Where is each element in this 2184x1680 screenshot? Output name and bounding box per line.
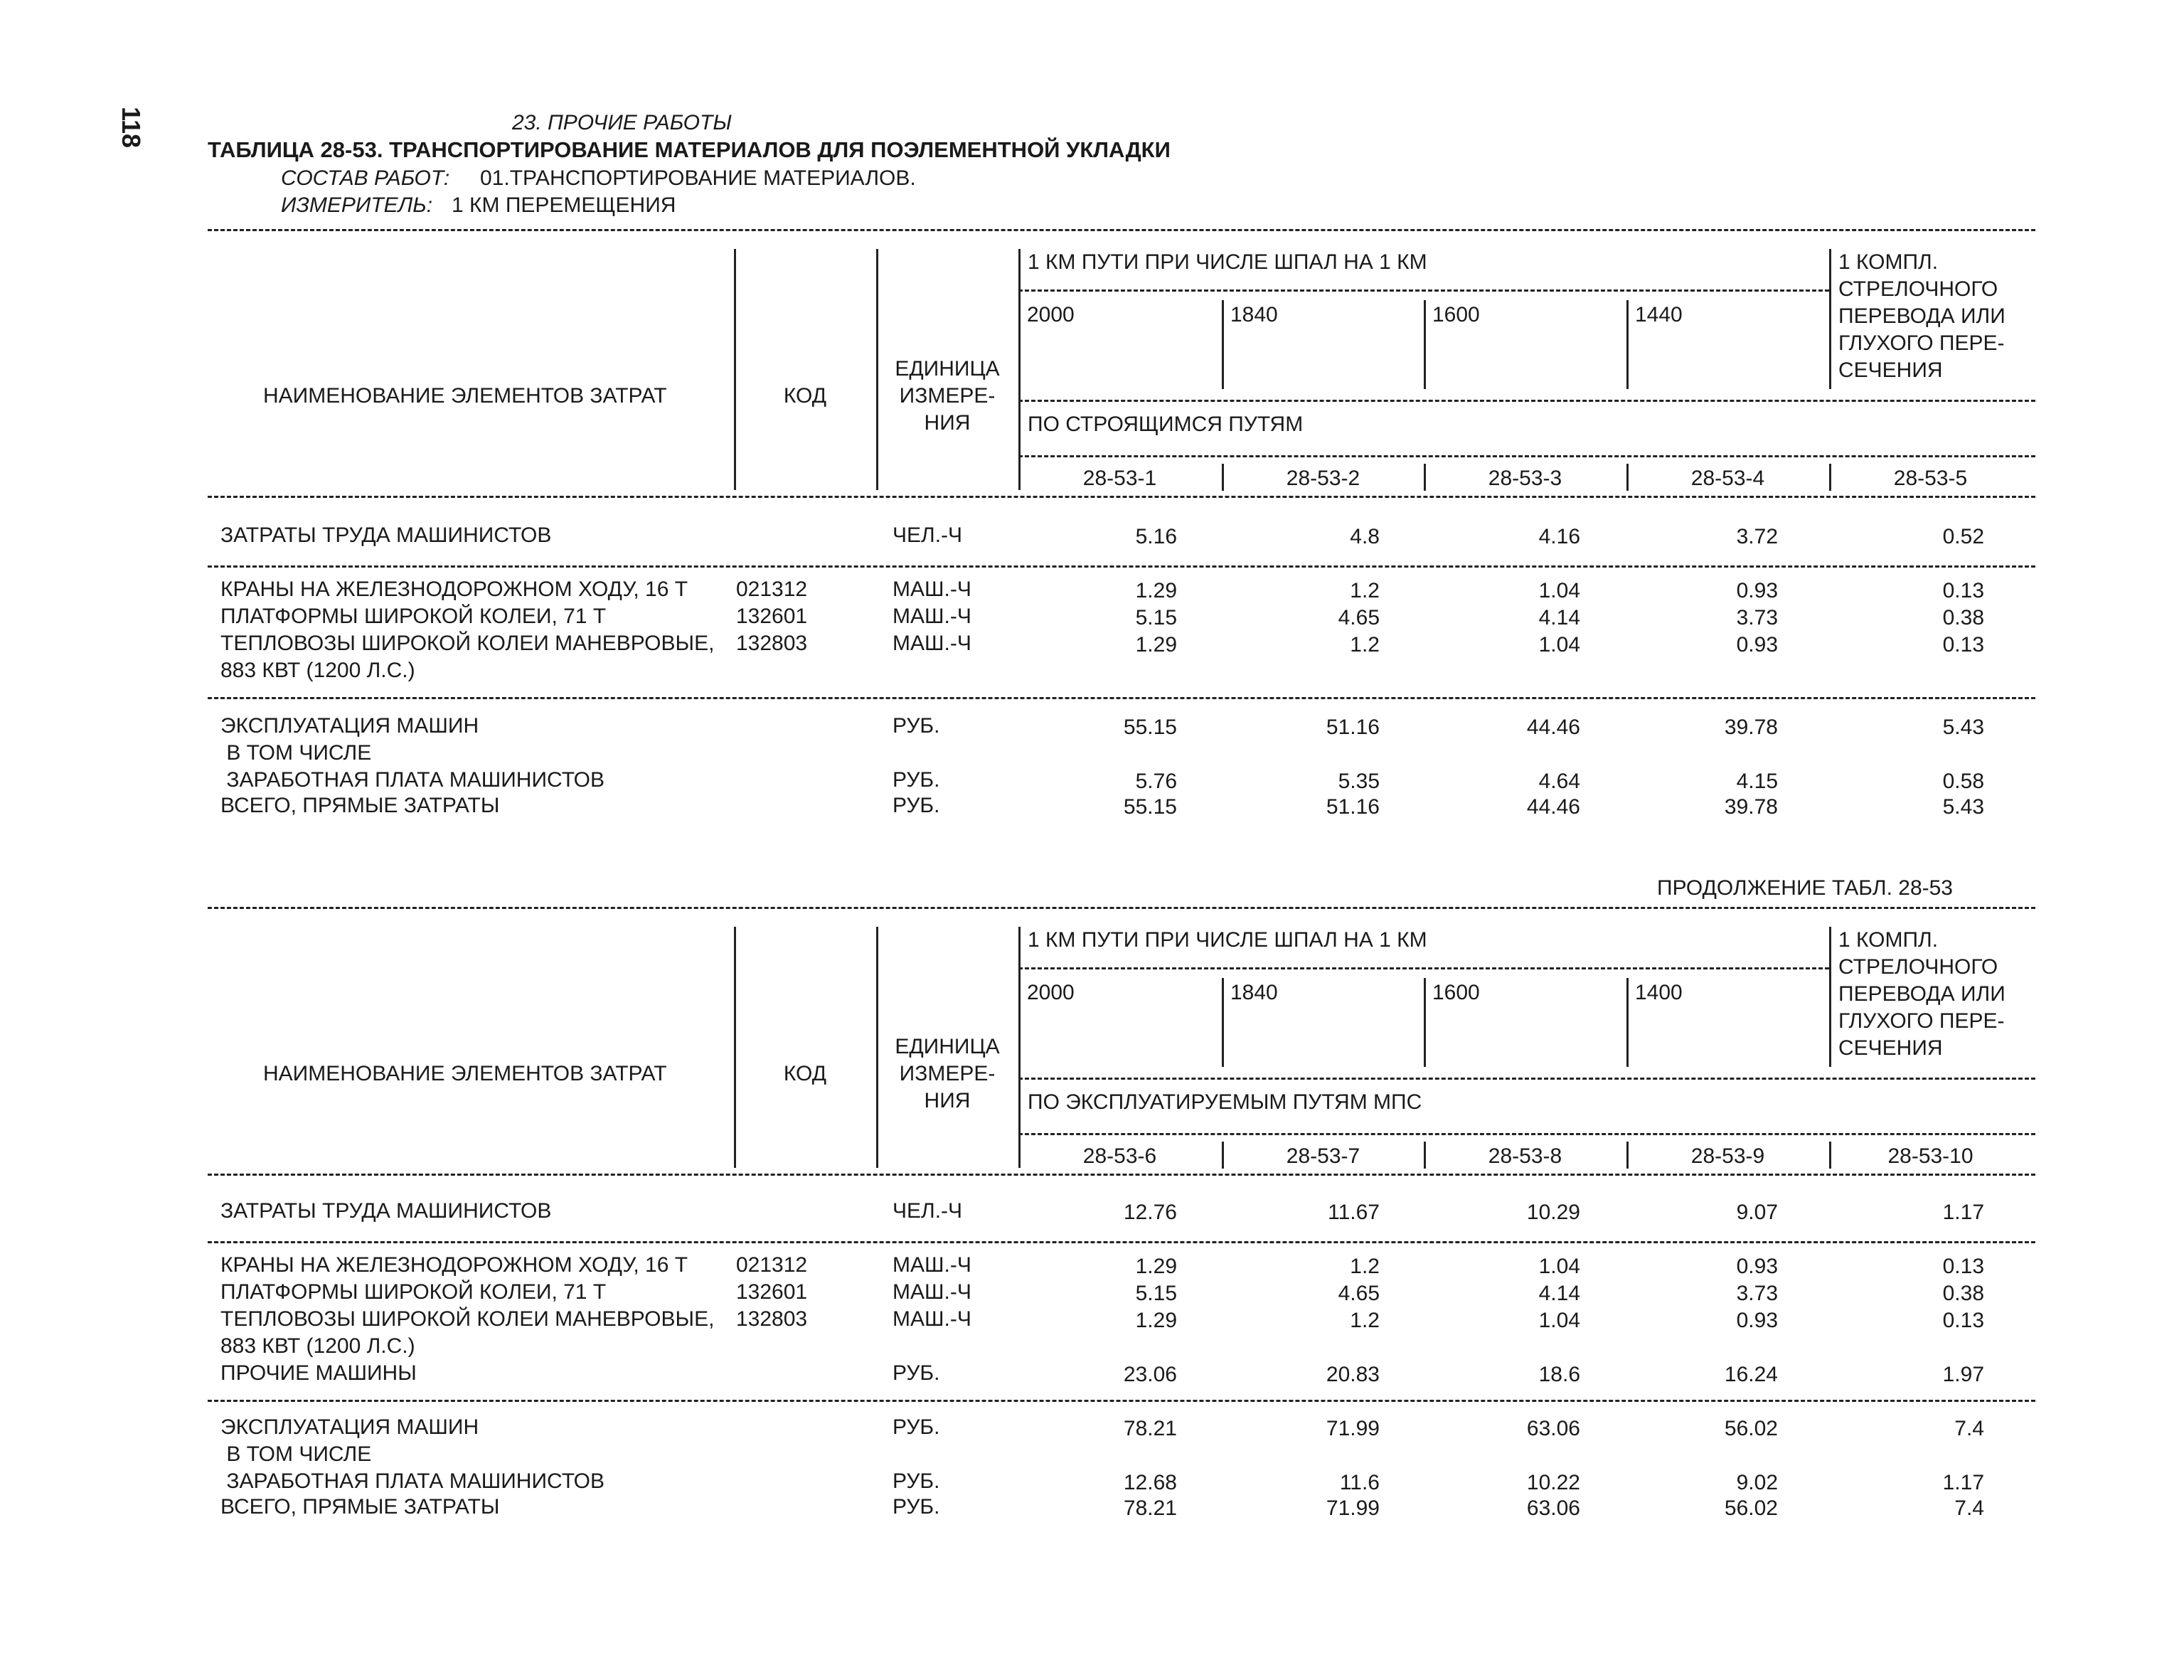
table-top-rule (208, 229, 2035, 231)
row-value: 18.6 (1538, 1363, 1580, 1386)
row-unit: МАШ.-Ч (893, 605, 971, 628)
row-unit: РУБ. (893, 1415, 940, 1439)
row-value: 3.72 (1736, 525, 1778, 548)
rate-code: 28-53-10 (1887, 1144, 1973, 1168)
row-code: 132601 (736, 605, 808, 628)
work-composition-value: 01.ТРАНСПОРТИРОВАНИЕ МАТЕРИАЛОВ. (480, 166, 916, 190)
row-name: ПЛАТФОРМЫ ШИРОКОЙ КОЛЕИ, 71 Т (220, 605, 607, 628)
sleeper-count-header: 2000 (1027, 303, 1075, 326)
row-value: 0.93 (1736, 1309, 1778, 1332)
table-top-rule (208, 907, 2035, 909)
row-value: 0.38 (1942, 606, 1984, 629)
column-header-unit: ЕДИНИЦА (895, 357, 1000, 381)
row-value: 10.22 (1526, 1471, 1580, 1494)
rate-code: 28-53-2 (1286, 467, 1360, 490)
extra-column-header: 1 КОМПЛ. (1838, 928, 1939, 952)
row-name: ВСЕГО, ПРЯМЫЕ ЗАТРАТЫ (220, 1495, 500, 1519)
row-name: 883 КВТ (1200 Л.С.) (220, 1334, 415, 1358)
row-value: 1.29 (1135, 1255, 1177, 1278)
row-unit: ЧЕЛ.-Ч (893, 523, 963, 547)
sleeper-count-header: 1840 (1230, 303, 1278, 326)
rate-code: 28-53-1 (1082, 467, 1157, 490)
row-unit: МАШ.-Ч (893, 578, 971, 601)
column-divider (1018, 927, 1021, 1168)
row-name: 883 КВТ (1200 Л.С.) (220, 659, 415, 682)
row-unit: РУБ. (893, 1469, 940, 1493)
condition-header: ПО ЭКСПЛУАТИРУЕМЫМ ПУТЯМ МПС (1028, 1090, 1422, 1114)
extra-column-header: ПЕРЕВОДА ИЛИ (1838, 982, 2005, 1006)
extra-column-header: 1 КОМПЛ. (1838, 250, 1939, 274)
row-name: ЗАРАБОТНАЯ ПЛАТА МАШИНИСТОВ (220, 1469, 605, 1493)
table-title: ТАБЛИЦА 28-53. ТРАНСПОРТИРОВАНИЕ МАТЕРИАЛОВ ДЛЯ ПОЭЛЕМЕНТНОЙ УКЛАДКИ (208, 137, 1171, 162)
row-value: 63.06 (1526, 1417, 1580, 1440)
row-value: 0.93 (1736, 1255, 1778, 1278)
row-value: 0.13 (1942, 1255, 1984, 1278)
column-header-unit: НИЯ (924, 1089, 971, 1112)
row-value: 1.29 (1135, 1309, 1177, 1332)
header-bottom-rule (208, 1174, 2035, 1176)
row-value: 5.15 (1135, 1282, 1177, 1305)
rate-code: 28-53-9 (1690, 1144, 1765, 1168)
sleeper-column-divider (1424, 300, 1426, 389)
row-value: 71.99 (1326, 1417, 1380, 1440)
row-name: ЭКСПЛУАТАЦИЯ МАШИН (220, 1415, 479, 1439)
row-unit: МАШ.-Ч (893, 1307, 971, 1331)
sleeper-count-header: 1400 (1635, 981, 1683, 1004)
row-value: 0.13 (1942, 1309, 1984, 1332)
row-code: 021312 (736, 578, 808, 601)
row-value: 0.52 (1942, 525, 1984, 548)
meter-label: ИЗМЕРИТЕЛЬ: (281, 193, 433, 217)
row-value: 0.13 (1942, 633, 1984, 656)
rate-code: 28-53-5 (1893, 467, 1968, 490)
rate-code: 28-53-4 (1690, 467, 1765, 490)
row-value: 12.68 (1123, 1471, 1177, 1494)
column-header-unit: ИЗМЕРЕ- (899, 384, 996, 408)
row-value: 4.14 (1538, 606, 1580, 629)
row-value: 0.58 (1942, 770, 1984, 793)
row-value: 51.16 (1326, 795, 1380, 819)
row-value: 9.07 (1736, 1201, 1778, 1224)
column-header-code: КОД (783, 384, 827, 408)
row-unit: МАШ.-Ч (893, 1253, 971, 1277)
row-value: 1.29 (1135, 579, 1177, 602)
row-value: 1.2 (1350, 1255, 1380, 1278)
row-value: 44.46 (1526, 716, 1580, 739)
sleeper-count-header: 1600 (1432, 981, 1480, 1004)
row-name: ПРОЧИЕ МАШИНЫ (220, 1361, 417, 1385)
condition-rule (1018, 400, 2035, 402)
row-name: ЗАТРАТЫ ТРУДА МАШИНИСТОВ (220, 1199, 552, 1223)
row-unit: МАШ.-Ч (893, 632, 971, 655)
row-value: 5.16 (1135, 525, 1177, 548)
row-code: 132803 (736, 632, 808, 655)
column-divider (1018, 249, 1021, 490)
row-unit: РУБ. (893, 1495, 940, 1519)
column-header-name: НАИМЕНОВАНИЕ ЭЛЕМЕНТОВ ЗАТРАТ (263, 384, 667, 408)
sleeper-column-divider (1222, 300, 1224, 389)
row-value: 78.21 (1123, 1496, 1177, 1520)
row-value: 44.46 (1526, 795, 1580, 819)
row-unit: МАШ.-Ч (893, 1280, 971, 1304)
row-value: 0.93 (1736, 633, 1778, 656)
row-unit: РУБ. (893, 714, 940, 738)
extra-column-header: СЕЧЕНИЯ (1838, 358, 1943, 382)
row-name: ЭКСПЛУАТАЦИЯ МАШИН (220, 714, 479, 738)
column-divider (734, 249, 736, 490)
row-value: 5.43 (1942, 716, 1984, 739)
sleeper-column-divider (1222, 978, 1224, 1067)
row-value: 7.4 (1954, 1417, 1984, 1440)
sleeper-count-header: 1600 (1432, 303, 1480, 326)
row-value: 5.15 (1135, 606, 1177, 629)
row-value: 0.38 (1942, 1282, 1984, 1305)
row-value: 1.17 (1942, 1201, 1984, 1224)
column-header-unit: НИЯ (924, 411, 971, 435)
continuation-label: ПРОДОЛЖЕНИЕ ТАБЛ. 28-53 (1657, 876, 1953, 900)
column-header-code: КОД (783, 1062, 827, 1085)
section-separator (208, 1241, 2035, 1243)
row-value: 3.73 (1736, 1282, 1778, 1305)
sleeper-count-header: 2000 (1027, 981, 1075, 1004)
row-name: КРАНЫ НА ЖЕЛЕЗНОДОРОЖНОМ ХОДУ, 16 Т (220, 1253, 688, 1277)
row-value: 39.78 (1724, 795, 1778, 819)
row-value: 23.06 (1123, 1363, 1177, 1386)
row-unit: РУБ. (893, 794, 940, 817)
row-value: 5.43 (1942, 795, 1984, 819)
section-separator (208, 697, 2035, 699)
row-value: 71.99 (1326, 1496, 1380, 1520)
group-header-rule (1018, 289, 1829, 292)
row-value: 16.24 (1724, 1363, 1778, 1386)
column-header-unit: ЕДИНИЦА (895, 1035, 1000, 1058)
row-value: 55.15 (1123, 795, 1177, 819)
row-value: 56.02 (1724, 1496, 1778, 1520)
row-unit: РУБ. (893, 1361, 940, 1385)
row-value: 1.04 (1538, 579, 1580, 602)
header-bottom-rule (208, 496, 2035, 498)
row-value: 7.4 (1954, 1496, 1984, 1520)
section-title: 23. ПРОЧИЕ РАБОТЫ (512, 111, 732, 134)
row-value: 1.17 (1942, 1471, 1984, 1494)
column-header-name: НАИМЕНОВАНИЕ ЭЛЕМЕНТОВ ЗАТРАТ (263, 1062, 667, 1085)
extra-column-header: СЕЧЕНИЯ (1838, 1036, 1943, 1060)
extra-column-header: СТРЕЛОЧНОГО (1838, 277, 1998, 301)
row-value: 4.65 (1338, 1282, 1380, 1305)
extra-column-header: ГЛУХОГО ПЕРЕ- (1838, 1009, 2005, 1033)
row-value: 39.78 (1724, 716, 1778, 739)
work-composition-label: СОСТАВ РАБОТ: (281, 166, 450, 190)
row-value: 10.29 (1526, 1201, 1580, 1224)
sleeper-column-divider (1626, 300, 1629, 389)
rate-code: 28-53-7 (1286, 1144, 1360, 1168)
row-value: 1.2 (1350, 633, 1380, 656)
row-value: 11.6 (1339, 1471, 1380, 1494)
sleeper-column-divider (1626, 978, 1629, 1067)
row-value: 5.35 (1338, 770, 1380, 793)
row-name: КРАНЫ НА ЖЕЛЕЗНОДОРОЖНОМ ХОДУ, 16 Т (220, 578, 688, 601)
row-name: ТЕПЛОВОЗЫ ШИРОКОЙ КОЛЕИ МАНЕВРОВЫЕ, (220, 632, 715, 655)
row-name: ПЛАТФОРМЫ ШИРОКОЙ КОЛЕИ, 71 Т (220, 1280, 607, 1304)
row-value: 9.02 (1736, 1471, 1778, 1494)
rate-code: 28-53-3 (1488, 467, 1562, 490)
row-code: 132601 (736, 1280, 808, 1304)
row-value: 4.14 (1538, 1282, 1580, 1305)
row-name: В ТОМ ЧИСЛЕ (220, 1442, 372, 1466)
extra-column-header: ГЛУХОГО ПЕРЕ- (1838, 331, 2005, 355)
rate-code: 28-53-6 (1082, 1144, 1157, 1168)
sleeper-column-divider (1424, 978, 1426, 1067)
row-name: ТЕПЛОВОЗЫ ШИРОКОЙ КОЛЕИ МАНЕВРОВЫЕ, (220, 1307, 715, 1331)
section-separator (208, 1400, 2035, 1402)
row-value: 1.2 (1350, 579, 1380, 602)
row-value: 4.16 (1538, 525, 1580, 548)
row-value: 1.29 (1135, 633, 1177, 656)
sleeper-count-header: 1840 (1230, 981, 1278, 1004)
condition-rule (1018, 1078, 2035, 1080)
row-unit: РУБ. (893, 768, 940, 792)
page-number: 118 (117, 107, 146, 149)
extra-column-header: ПЕРЕВОДА ИЛИ (1838, 304, 2005, 328)
row-value: 55.15 (1123, 716, 1177, 739)
section-separator (208, 565, 2035, 568)
row-value: 3.73 (1736, 606, 1778, 629)
row-value: 1.04 (1538, 1309, 1580, 1332)
row-value: 20.83 (1326, 1363, 1380, 1386)
row-name: ВСЕГО, ПРЯМЫЕ ЗАТРАТЫ (220, 794, 500, 817)
code-rule (1018, 455, 2035, 457)
row-value: 4.65 (1338, 606, 1380, 629)
row-value: 12.76 (1123, 1201, 1177, 1224)
row-value: 0.13 (1942, 579, 1984, 602)
row-value: 1.04 (1538, 1255, 1580, 1278)
code-rule (1018, 1133, 2035, 1135)
rate-code: 28-53-8 (1488, 1144, 1562, 1168)
row-name: В ТОМ ЧИСЛЕ (220, 741, 372, 765)
row-value: 5.76 (1135, 770, 1177, 793)
meter-value: 1 КМ ПЕРЕМЕЩЕНИЯ (452, 193, 676, 217)
extra-column-divider (1829, 927, 1831, 1067)
row-name: ЗАРАБОТНАЯ ПЛАТА МАШИНИСТОВ (220, 768, 605, 792)
row-value: 63.06 (1526, 1496, 1580, 1520)
sleeper-count-header: 1440 (1635, 303, 1683, 326)
row-unit: ЧЕЛ.-Ч (893, 1199, 963, 1223)
row-value: 4.15 (1736, 770, 1778, 793)
row-code: 021312 (736, 1253, 808, 1277)
row-name: ЗАТРАТЫ ТРУДА МАШИНИСТОВ (220, 523, 552, 547)
row-value: 56.02 (1724, 1417, 1778, 1440)
row-value: 1.04 (1538, 633, 1580, 656)
column-header-unit: ИЗМЕРЕ- (899, 1062, 996, 1085)
extra-column-divider (1829, 249, 1831, 389)
group-header: 1 КМ ПУТИ ПРИ ЧИСЛЕ ШПАЛ НА 1 КМ (1028, 928, 1427, 952)
row-value: 1.2 (1350, 1309, 1380, 1332)
row-value: 4.8 (1350, 525, 1380, 548)
column-divider (734, 927, 736, 1168)
row-value: 51.16 (1326, 716, 1380, 739)
row-value: 1.97 (1942, 1363, 1984, 1386)
row-value: 0.93 (1736, 579, 1778, 602)
row-value: 4.64 (1538, 770, 1580, 793)
row-code: 132803 (736, 1307, 808, 1331)
group-header-rule (1018, 967, 1829, 969)
row-value: 78.21 (1123, 1417, 1177, 1440)
condition-header: ПО СТРОЯЩИМСЯ ПУТЯМ (1028, 413, 1304, 436)
row-value: 11.67 (1328, 1201, 1380, 1224)
extra-column-header: СТРЕЛОЧНОГО (1838, 955, 1998, 979)
group-header: 1 КМ ПУТИ ПРИ ЧИСЛЕ ШПАЛ НА 1 КМ (1028, 250, 1427, 274)
